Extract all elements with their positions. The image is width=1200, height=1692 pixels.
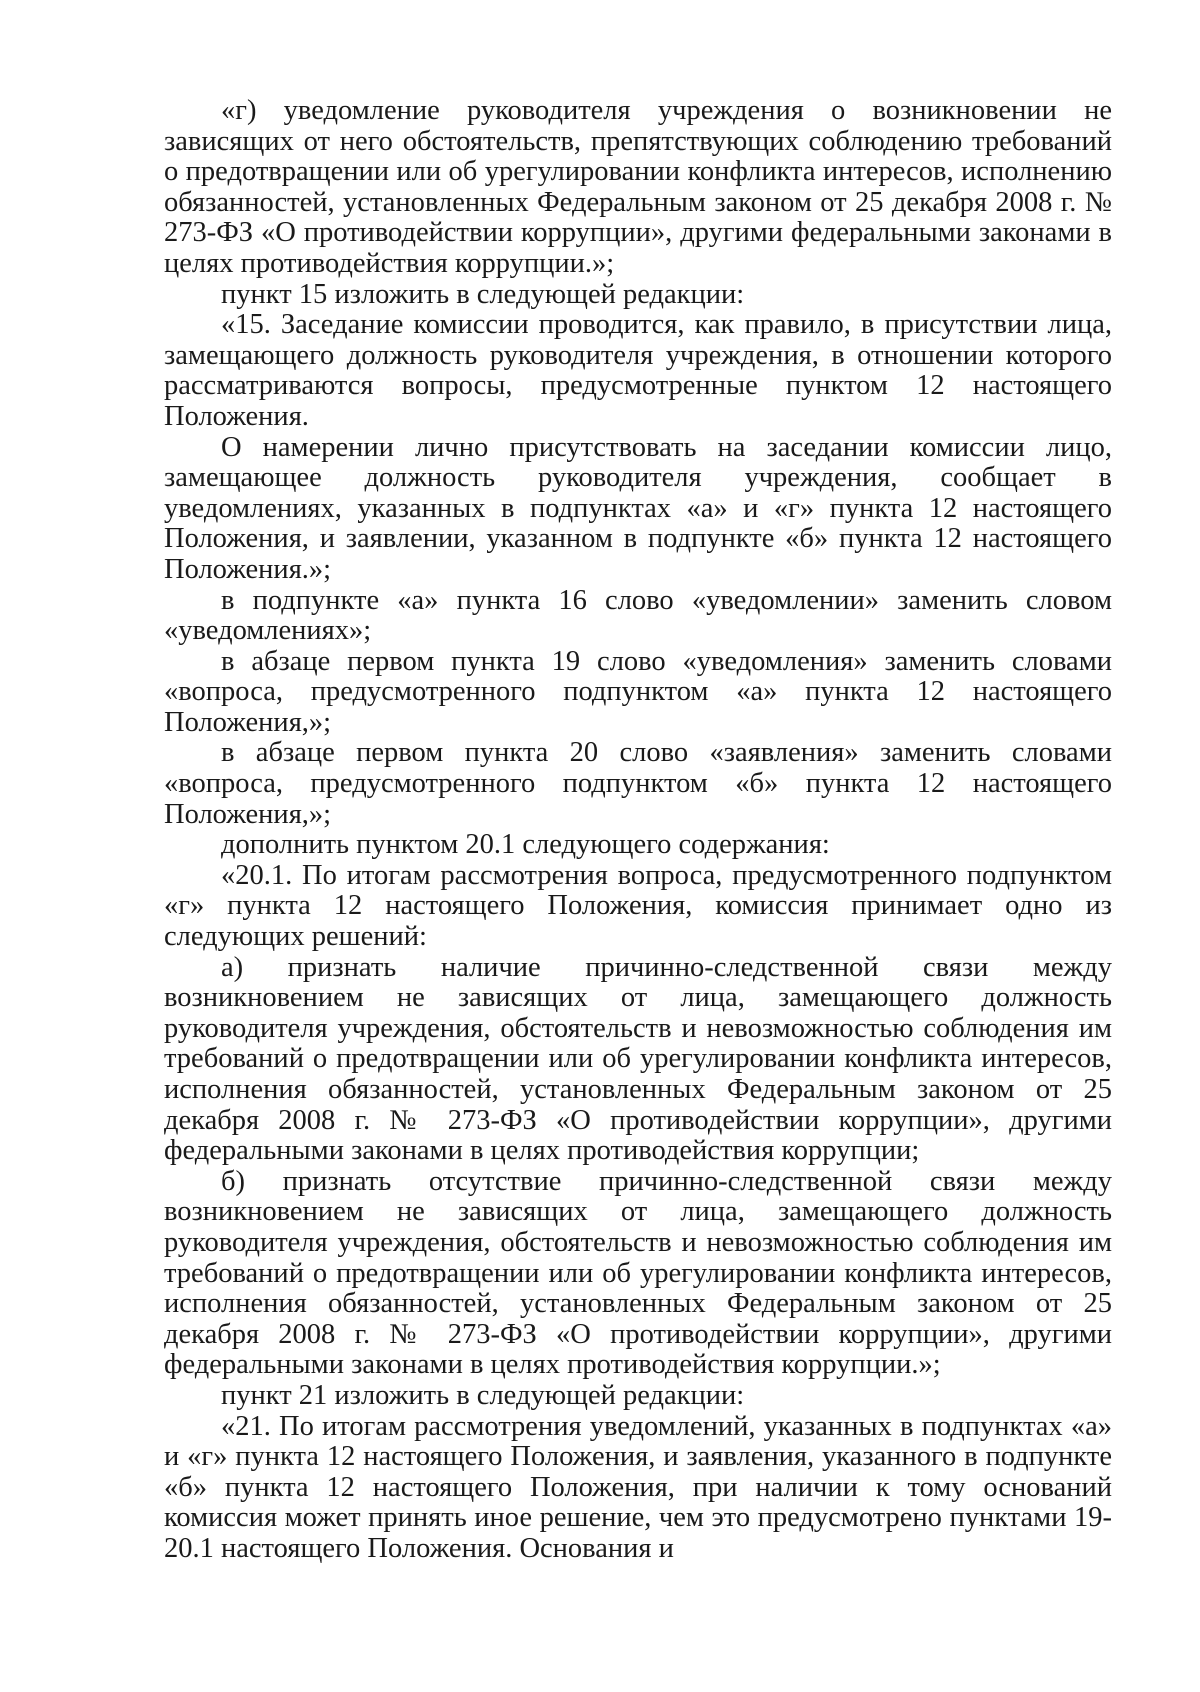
paragraph-add-point-20-1: дополнить пунктом 20.1 следующего содержания: [221,829,830,861]
paragraph-point-21-text: «21. По итогам рассмотрения уведомлений, указанных в подпунктах «а» и «г» пункта 12 настоящего Положения, и заявления, указанного в подпункте «б» пункта 12 настоящего Положения, при наличии к тому оснований комиссия может принять иное решение, чем это предусмотрено пунктами 19-20.1 настоящего Положения. Основания и [164,1410,1112,1564]
paragraph-amend-point-16: в подпункте «а» пункта 16 слово «уведомлении» заменить словом «уведомлениях»; [164,584,1112,647]
paragraph-decision-a: а) признать наличие причинно-следственной связи между возникновением не зависящих от лица, замещающего должность руководителя учреждения, обстоятельств и невозможностью соблюдения им требований о предотвращении или об урегулировании конфликта интересов, исполнения обязанностей, установленных Федеральным законом от 25 декабря 2008 г. № 273-ФЗ «О противодействии коррупции», другими федеральными законами в целях противодействия коррупции; [164,951,1112,1167]
paragraph-decision-b: б) признать отсутствие причинно-следственной связи между возникновением не зависящих от лица, замещающего должность руководителя учреждения, обстоятельств и невозможностью соблюдения им требований о предотвращении или об урегулировании конфликта интересов, исполнения обязанностей, установленных Федеральным законом от 25 декабря 2008 г. № 273-ФЗ «О противодействии коррупции», другими федеральными законами в целях противодействия коррупции.»; [164,1165,1112,1381]
paragraph-item-g-notification: «г) уведомление руководителя учреждения о возникновении не зависящих от него обстоятельств, препятствующих соблюдению требований о предотвращении или об урегулировании конфликта интересов, исполнению обязанностей, установленных Федеральным законом от 25 декабря 2008 г. № 273-ФЗ «О противодействии коррупции», другими федеральными законами в целях противодействия коррупции.»; [164,95,1112,279]
paragraph-point-15-text: «15. Заседание комиссии проводится, как правило, в присутствии лица, замещающего должность руководителя учреждения, в отношении которого рассматриваются вопросы, предусмотренные пунктом 12 настоящего Положения. [164,309,1112,432]
paragraph-point-20-1-text: «20.1. По итогам рассмотрения вопроса, предусмотренного подпунктом «г» пункта 12 настоящего Положения, комиссия принимает одно из следующих решений: [164,859,1112,953]
paragraph-point-15-intention: О намерении лично присутствовать на заседании комиссии лицо, замещающее должность руководителя учреждения, сообщает в уведомлениях, указанных в подпунктах «а» и «г» пункта 12 настоящего Положения, и заявлении, указанном в подпункте «б» пункта 12 настоящего Положения.»; [164,431,1112,585]
paragraph-amend-point-20: в абзаце первом пункта 20 слово «заявления» заменить словами «вопроса, предусмотренного подпунктом «б» пункта 12 настоящего Положения,»; [164,737,1112,830]
paragraph-amend-point-15: пункт 15 изложить в следующей редакции: [221,278,745,310]
document-body [164,96,1112,1565]
paragraph-amend-point-19: в абзаце первом пункта 19 слово «уведомления» заменить словами «вопроса, предусмотренного подпунктом «а» пункта 12 настоящего Положения,»; [164,645,1112,738]
paragraph-amend-point-21: пункт 21 изложить в следующей редакции: [221,1379,745,1411]
